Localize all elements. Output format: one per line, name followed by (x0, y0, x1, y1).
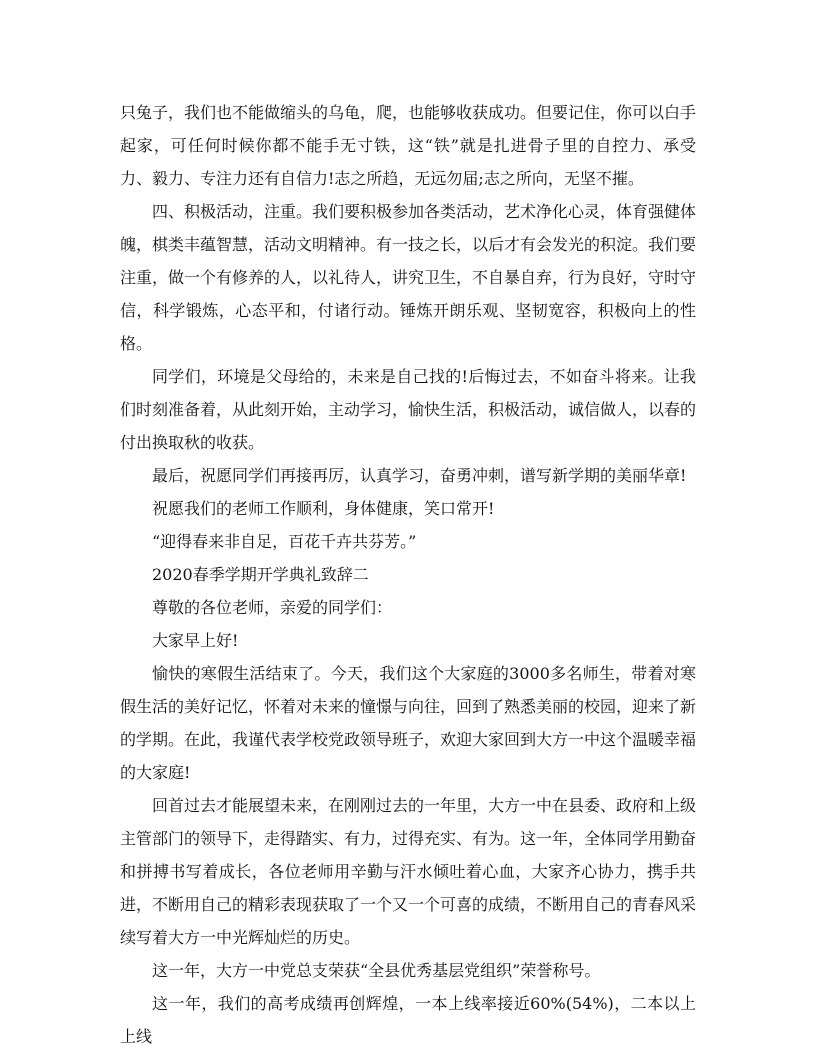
paragraph-encouragement: 同学们，环境是父母给的，未来是自己找的!后悔过去，不如奋斗将来。让我们时刻准备着，从此刻开始，主动学习，愉快生活，积极活动，诚信做人，以春的付出换取秋的收获。 (120, 367, 697, 452)
section-heading: 2020春季学期开学典礼致辞二 (152, 565, 369, 584)
paragraph-continued: 只兔子，我们也不能做缩头的乌龟，爬，也能够收获成功。但要记住，你可以白手起家，可任何时候你都不能手无寸铁，这“铁”就是扎进骨子里的自控力、承受力、毅力、专注力还有自信力!志之所趋，无远勿届;志之所向，无坚不摧。 (120, 103, 697, 188)
greeting-morning: 大家早上好! (152, 631, 239, 650)
paragraph-honor: 这一年，大方一中党总支荣获“全县优秀基层党组织”荣誉称号。 (152, 961, 601, 980)
document-body (120, 96, 696, 1053)
paragraph-review: 回首过去才能展望未来，在刚刚过去的一年里，大方一中在县委、政府和上级主管部门的领导下，走得踏实、有力，过得充实、有为。这一年，全体同学用勤奋和拼搏书写着成长，各位老师用辛勤与汗水倾吐着心血，大家齐心协力，携手共进，不断用自己的精彩表现获取了一个又一个可喜的成绩，不断用自己的青春风采续写着大方一中光辉灿烂的历史。 (120, 796, 697, 947)
paragraph-exam-results: 这一年，我们的高考成绩再创辉煌，一本上线率接近60%(54%)，二本以上上线 (120, 994, 696, 1046)
paragraph-quote: “迎得春来非自足，百花千卉共芬芳。” (152, 532, 417, 551)
greeting-salutation: 尊敬的各位老师，亲爱的同学们： (152, 598, 393, 617)
paragraph-wish-students: 最后，祝愿同学们再接再厉，认真学习，奋勇冲刺，谱写新学期的美丽华章! (152, 466, 687, 485)
paragraph-active-activities: 四、积极活动，注重。我们要积极参加各类活动，艺术净化心灵，体育强健体魄，棋类丰蕴智慧，活动文明精神。有一技之长，以后才有会发光的积淀。我们要注重，做一个有修养的人，以礼待人，讲究卫生，不自暴自弃，行为良好，守时守信，科学锻炼，心态平和，付诸行动。锤炼开朗乐观、坚韧宽容，积极向上的性格。 (120, 202, 697, 353)
paragraph-welcome: 愉快的寒假生活结束了。今天，我们这个大家庭的3000多名师生，带着对寒假生活的美好记忆，怀着对未来的憧憬与向往，回到了熟悉美丽的校园，迎来了新的学期。在此，我谨代表学校党政领导班子，欢迎大家回到大方一中这个温暖幸福的大家庭! (120, 664, 697, 782)
paragraph-wish-teachers: 祝愿我们的老师工作顺利，身体健康，笑口常开! (152, 499, 495, 518)
